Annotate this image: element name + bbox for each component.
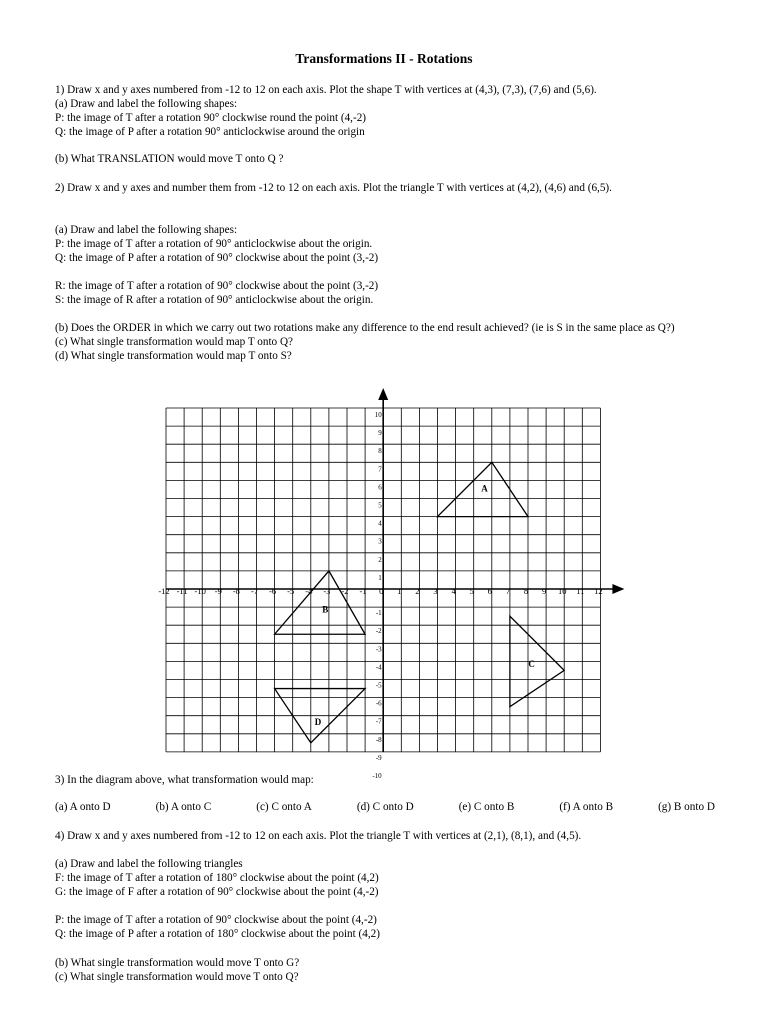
q1-line: P: the image of T after a rotation 90° clockwise round the point (4,-2)	[55, 112, 367, 124]
y-tick-label: 1	[378, 573, 382, 582]
q3-option: (g) B onto D	[658, 801, 715, 813]
q3-option: (a) A onto D	[55, 801, 111, 813]
x-tick-label: 2	[415, 586, 420, 596]
x-tick-label: 1	[397, 586, 402, 596]
x-tick-label: 8	[523, 586, 529, 596]
q4-bc-line: (b) What single transformation would move T onto G?	[55, 957, 300, 969]
y-tick-label: -5	[375, 681, 382, 690]
x-tick-label: 12	[594, 586, 603, 596]
q2-a-line: (a) Draw and label the following shapes:	[55, 224, 238, 236]
x-tick-label: -2	[341, 586, 349, 596]
x-tick-label: 10	[557, 586, 567, 596]
y-tick-label: 7	[378, 465, 382, 474]
x-tick-label: 0	[379, 586, 384, 596]
x-tick-label: -7	[250, 586, 259, 596]
x-tick-label: 9	[541, 586, 547, 596]
q3-option: (e) C onto B	[458, 801, 515, 813]
shape-label-d: D	[314, 716, 322, 727]
question-4-pq	[55, 913, 720, 941]
x-tick-label: -1	[359, 586, 367, 596]
y-tick-label: -6	[375, 699, 382, 708]
y-tick-label: 5	[378, 501, 382, 510]
x-tick-label: -6	[269, 586, 277, 596]
question-4-a	[55, 857, 720, 899]
y-tick-label: 3	[378, 537, 382, 546]
x-tick-label: 5	[469, 586, 474, 596]
q3-options	[55, 800, 715, 814]
q4-a-line: (a) Draw and label the following triangles	[55, 858, 243, 870]
q3-option: (f) A onto B	[559, 801, 614, 813]
q4-bc-line: (c) What single transformation would move T onto Q?	[55, 971, 299, 983]
y-axis-arrow-icon	[378, 388, 388, 400]
q4-intro: 4) Draw x and y axes numbered from -12 to 12 on each axis. Plot the triangle T with vertices at (2,1), (8,1), and (4,5).	[55, 830, 582, 842]
x-tick-label: -5	[287, 586, 295, 596]
x-tick-label: -11	[176, 586, 188, 596]
y-tick-label: -3	[375, 645, 382, 654]
q2-intro: 2) Draw x and y axes and number them from -12 to 12 on each axis. Plot the triangle T with vertices at (4,2), (4,6) and (6,5).	[55, 182, 612, 194]
x-tick-label: -8	[232, 586, 240, 596]
q4-a-line: G: the image of F after a rotation of 90° clockwise about the point (4,-2)	[55, 886, 379, 898]
shape-label-c: C	[528, 658, 535, 669]
page-title: Transformations II - Rotations	[295, 51, 473, 66]
q2-bcd-line: (c) What single transformation would map T onto Q?	[55, 336, 293, 348]
shape-label-a: A	[481, 483, 488, 494]
x-tick-label: 4	[451, 586, 456, 596]
x-axis-arrow-icon	[612, 584, 624, 594]
x-tick-label: 7	[505, 586, 511, 596]
q2-rs-line: R: the image of T after a rotation of 90° clockwise about the point (3,-2)	[55, 280, 379, 292]
question-3	[55, 773, 720, 787]
x-tick-label: -9	[214, 586, 222, 596]
y-tick-label: 8	[378, 447, 382, 456]
q3-option: (b) A onto C	[155, 801, 212, 813]
y-tick-label: 2	[378, 555, 382, 564]
q2-a-line: P: the image of T after a rotation of 90° anticlockwise about the origin.	[55, 238, 373, 250]
y-tick-label: -4	[375, 663, 382, 672]
q1-line: Q: the image of P after a rotation 90° anticlockwise around the origin	[55, 126, 365, 138]
y-tick-label: 9	[378, 429, 382, 438]
y-tick-label: -9	[375, 753, 382, 762]
question-4-intro	[55, 829, 720, 843]
q1-b-line: (b) What TRANSLATION would move T onto Q ?	[55, 153, 284, 165]
y-tick-label: -8	[375, 735, 382, 744]
shape-b	[275, 571, 366, 634]
q3-option: (c) C onto A	[256, 801, 312, 813]
y-tick-label: 6	[378, 483, 382, 492]
shape-label-b: B	[322, 604, 329, 615]
y-tick-label: -2	[375, 627, 382, 636]
x-tick-label: -12	[158, 586, 170, 596]
q1-line: 1) Draw x and y axes numbered from -12 to 12 on each axis. Plot the shape T with vertices at (4,3), (7,3), (7,6) and (5,6).	[55, 84, 597, 96]
x-tick-label: 11	[576, 586, 585, 596]
q4-a-line: F: the image of T after a rotation of 180° clockwise about the point (4,2)	[55, 872, 379, 884]
x-tick-label: 3	[433, 586, 438, 596]
y-tick-label: 10	[374, 411, 382, 419]
y-tick-label: -10	[372, 772, 382, 780]
y-tick-label: -7	[375, 717, 382, 726]
question-4-bc	[55, 956, 720, 984]
q3-option: (d) C onto D	[356, 801, 414, 813]
q3-prompt: 3) In the diagram above, what transformation would map:	[55, 774, 314, 786]
q4-pq-line: P: the image of T after a rotation of 90° clockwise about the point (4,-2)	[55, 914, 377, 926]
q2-rs-line: S: the image of R after a rotation of 90° anticlockwise about the origin.	[55, 294, 374, 306]
x-tick-label: -10	[194, 586, 206, 596]
x-tick-label: -4	[305, 586, 313, 596]
y-tick-label: 4	[378, 519, 382, 528]
q4-pq-line: Q: the image of P after a rotation of 180° clockwise about the point (4,2)	[55, 928, 380, 940]
q2-bcd-line: (b) Does the ORDER in which we carry out two rotations make any difference to the end result achieved? (ie is S in the same place as Q?)	[55, 322, 675, 334]
x-tick-label: 6	[487, 586, 492, 596]
q2-bcd-line: (d) What single transformation would map T onto S?	[55, 350, 292, 362]
q2-a-line: Q: the image of P after a rotation of 90° clockwise about the point (3,-2)	[55, 252, 379, 264]
q1-line: (a) Draw and label the following shapes:	[55, 98, 238, 110]
y-tick-label: -1	[375, 609, 382, 618]
x-tick-label: -3	[323, 586, 331, 596]
